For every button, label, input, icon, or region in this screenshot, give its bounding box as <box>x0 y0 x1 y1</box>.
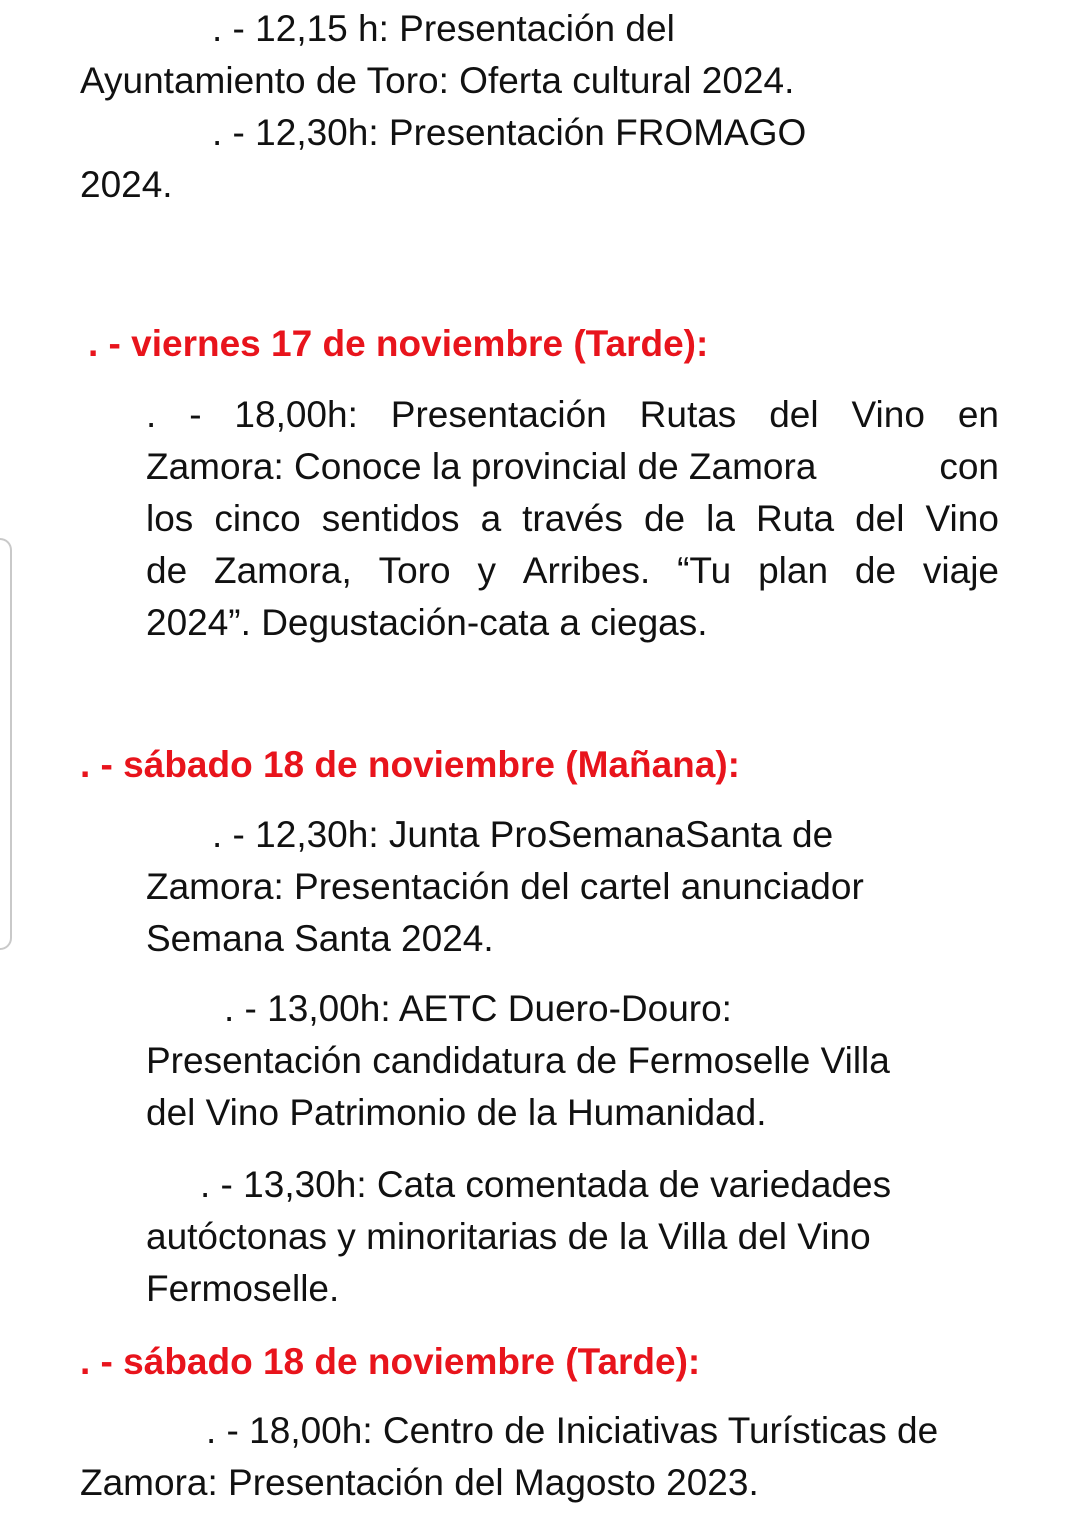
schedule-item-cata-line2: autóctonas y minoritarias de la Villa del Vino <box>146 1216 871 1257</box>
schedule-item-cata-line3: Fermoselle. <box>146 1268 340 1309</box>
schedule-item-prosemana-line1: . - 12,30h: Junta ProSemanaSanta de <box>212 814 834 855</box>
schedule-item-cata-line1: . - 13,30h: Cata comentada de variedades <box>200 1164 892 1205</box>
schedule-item-rutas-line4 <box>146 552 999 589</box>
word: del <box>855 498 905 539</box>
word: . <box>146 394 157 435</box>
schedule-item-rutas-line2 <box>146 448 999 485</box>
schedule-item-rutas-line3 <box>146 500 999 537</box>
section-heading-saturday-afternoon: . - sábado 18 de noviembre (Tarde): <box>80 1341 701 1382</box>
word: 18,00h: <box>234 394 358 435</box>
word: plan <box>758 550 829 591</box>
word: Toro <box>378 550 451 591</box>
word: de <box>643 498 686 539</box>
word: sentidos <box>321 498 460 539</box>
schedule-item-aetc-line1: . - 13,00h: AETC Duero-Douro: <box>224 988 732 1029</box>
schedule-item-rutas-line5: 2024”. Degustación-cata a ciegas. <box>146 602 708 643</box>
word: Zamora, <box>214 550 352 591</box>
word: de <box>854 550 897 591</box>
word: a <box>480 498 502 539</box>
word: de <box>146 550 188 591</box>
word: través <box>522 498 623 539</box>
word: los <box>146 498 194 539</box>
schedule-item-prosemana-line3: Semana Santa 2024. <box>146 918 494 959</box>
schedule-item-rutas-line1 <box>146 396 999 433</box>
word: Vino <box>851 394 925 435</box>
word: con <box>939 446 999 487</box>
word: Rutas <box>639 394 737 435</box>
edge-handle[interactable] <box>0 538 12 950</box>
word: y <box>477 550 496 591</box>
word: Zamora: Conoce la provincial de Zamora <box>146 446 817 487</box>
schedule-item-magosto-line1: . - 18,00h: Centro de Iniciativas Turísticas de <box>206 1410 939 1451</box>
schedule-item-1230-line2: 2024. <box>80 164 173 205</box>
word: cinco <box>214 498 301 539</box>
word: - <box>189 394 202 435</box>
word: la <box>706 498 735 539</box>
schedule-item-1215-line1: . - 12,15 h: Presentación del <box>212 8 675 49</box>
section-heading-friday-afternoon: . - viernes 17 de noviembre (Tarde): <box>88 323 709 364</box>
word: Presentación <box>390 394 607 435</box>
schedule-item-1230-line1: . - 12,30h: Presentación FROMAGO <box>212 112 807 153</box>
schedule-item-1215-line2: Ayuntamiento de Toro: Oferta cultural 2024. <box>80 60 795 101</box>
schedule-item-prosemana-line2: Zamora: Presentación del cartel anunciador <box>146 866 864 907</box>
schedule-item-magosto-line2: Zamora: Presentación del Magosto 2023. <box>80 1462 759 1503</box>
schedule-item-aetc-line3: del Vino Patrimonio de la Humanidad. <box>146 1092 767 1133</box>
word: del <box>769 394 819 435</box>
section-heading-saturday-morning: . - sábado 18 de noviembre (Mañana): <box>80 744 740 785</box>
word: “Tu <box>677 550 732 591</box>
schedule-item-aetc-line2: Presentación candidatura de Fermoselle Villa <box>146 1040 890 1081</box>
word: viaje <box>922 550 999 591</box>
word: Arribes. <box>522 550 651 591</box>
word: Vino <box>925 498 999 539</box>
word: en <box>957 394 999 435</box>
word: Ruta <box>755 498 835 539</box>
